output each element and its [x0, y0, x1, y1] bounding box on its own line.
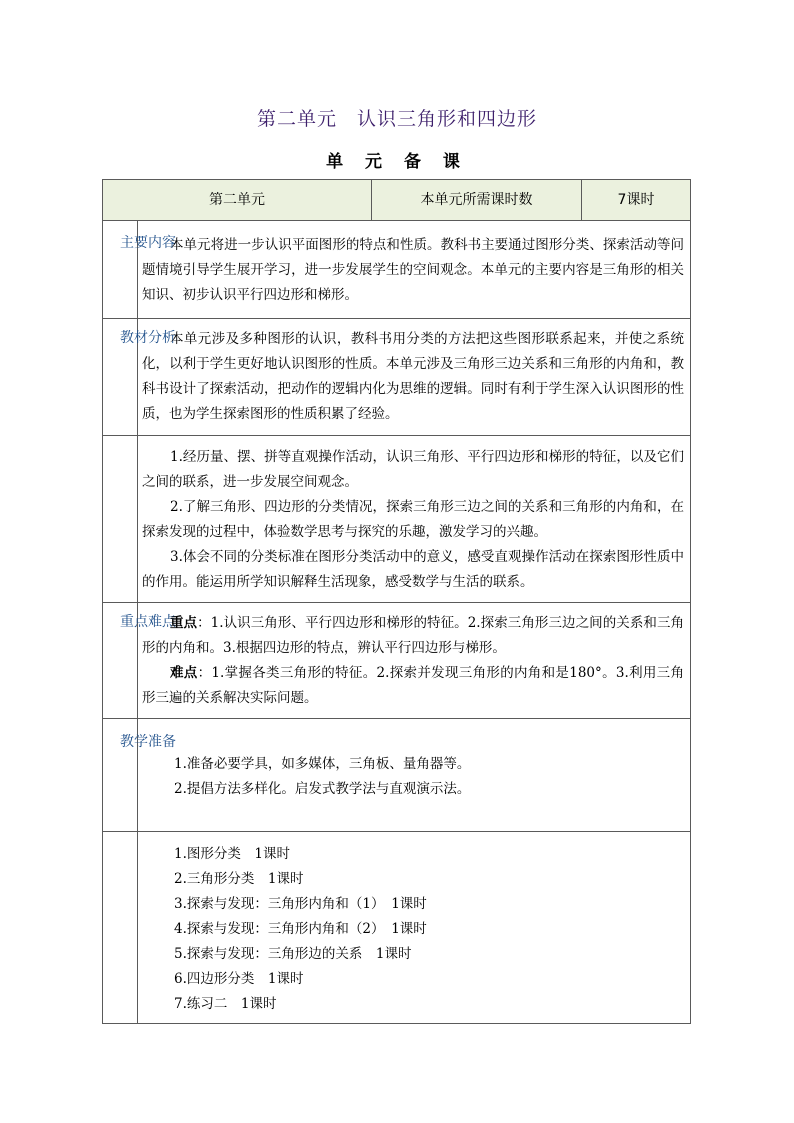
difficult-points-label: 难点	[170, 665, 198, 681]
row-key-difficult-points	[103, 603, 690, 719]
header-hours-value: 7课时	[617, 192, 655, 208]
row-textbook-analysis	[103, 319, 690, 436]
key-points-text: ：1.认识三角形、平行四边形和梯形的特征。2.探索三角形三边之间的关系和三角形的内角和。3.根据四边形的特点，辨认平行四边形与梯形。	[142, 615, 684, 656]
preparation-item: 1.准备必要学具，如多媒体，三角板、量角器等。	[174, 756, 471, 772]
row-label: 教材分析	[120, 330, 176, 346]
key-points	[142, 611, 684, 661]
table-header-row	[103, 180, 690, 221]
row-main-content	[103, 220, 690, 319]
schedule-item: 4.探索与发现：三角形内角和（2） 1课时	[174, 921, 427, 937]
textbook-analysis-text: 本单元涉及多种图形的认识，教科书用分类的方法把这些图形联系起来，并使之系统化，以利于学生更好地认识图形的性质。本单元涉及三角形三边关系和三角形的内角和，教科书设计了探索活动，把动作的逻辑内化为思维的逻辑。同时有利于学生深入认识图形的性质，也为学生探索图形的性质积累了经验。	[142, 331, 684, 422]
difficult-points-text: ：1.掌握各类三角形的特征。2.探索并发现三角形的内角和是180°。3.利用三角形三遍的关系解决实际问题。	[142, 665, 684, 706]
schedule-item: 6.四边形分类 1课时	[174, 971, 304, 987]
schedule-item: 7.练习二 1课时	[174, 996, 277, 1012]
header-hours-label: 本单元所需课时数	[420, 192, 533, 208]
document-title: 第二单元 认识三角形和四边形	[256, 108, 537, 130]
row-lesson-schedule	[103, 832, 690, 1024]
key-points-label: 重点	[170, 615, 198, 631]
row-teaching-goals	[103, 436, 690, 603]
difficult-points	[142, 661, 684, 711]
header-unit: 第二单元	[209, 192, 265, 208]
schedule-item: 2.三角形分类 1课时	[174, 871, 304, 887]
row-label: 主要内容	[120, 235, 176, 251]
schedule-item: 5.探索与发现：三角形边的关系 1课时	[174, 946, 412, 962]
schedule-item: 3.探索与发现：三角形内角和（1） 1课时	[174, 896, 427, 912]
goal-item: 1.经历量、摆、拼等直观操作活动，认识三角形、平行四边形和梯形的特征，以及它们之间的联系，进一步发展空间观念。	[142, 449, 684, 490]
row-label: 重点难点	[120, 614, 176, 630]
row-teaching-preparation	[103, 719, 690, 832]
goal-item: 2.了解三角形、四边形的分类情况，探索三角形三边之间的关系和三角形的内角和，在探索发现的过程中，体验数学思考与探究的乐趣，激发学习的兴趣。	[142, 499, 684, 540]
preparation-item: 2.提倡方法多样化。启发式教学法与直观演示法。	[174, 781, 471, 797]
row-label: 教学准备	[120, 734, 176, 750]
unit-plan-table	[102, 179, 691, 1024]
document-subtitle: 单 元 备 课	[326, 152, 468, 172]
main-content-text: 本单元将进一步认识平面图形的特点和性质。教科书主要通过图形分类、探索活动等问题情境引导学生展开学习，进一步发展学生的空间观念。本单元的主要内容是三角形的相关知识、初步认识平行四边形和梯形。	[142, 237, 684, 303]
goal-item: 3.体会不同的分类标准在图形分类活动中的意义，感受直观操作活动在探索图形性质中的作用。能运用所学知识解释生活现象，感受数学与生活的联系。	[142, 549, 684, 590]
schedule-item: 1.图形分类 1课时	[174, 846, 290, 862]
